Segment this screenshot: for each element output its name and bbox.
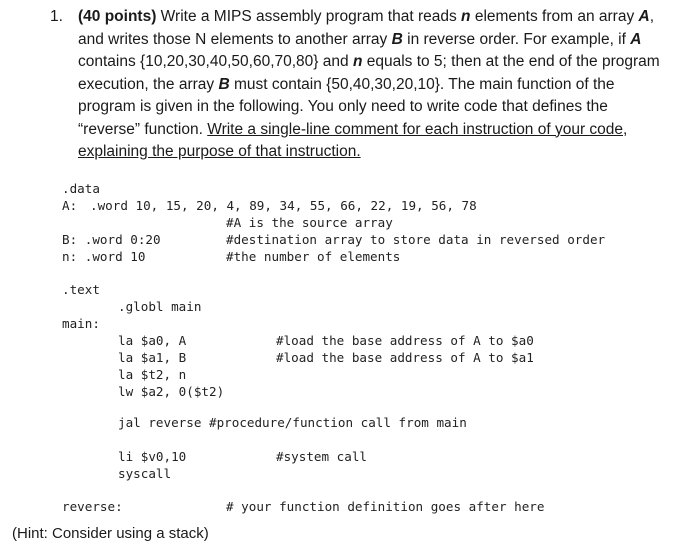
question-number: 1.	[50, 8, 63, 25]
code-jal-line: jal reverse #procedure/function call from main	[118, 415, 467, 430]
code-reverse-label: reverse:	[62, 499, 123, 514]
code-B-decl: B: .word 0:20	[62, 232, 161, 247]
underlined-instruction: Write a single-line comment for each instruction of your code,	[207, 120, 628, 138]
var-A: A	[638, 8, 650, 25]
code-instruction: la $t2, n	[118, 367, 187, 382]
question-line-3	[78, 51, 660, 74]
code-globl: .globl main	[118, 299, 202, 314]
question-line-7: explaining the purpose of that instruction.	[78, 143, 361, 160]
question-line-4	[78, 74, 615, 97]
question-fragment: execution, the array	[78, 75, 219, 93]
question-fragment: contains {10,20,30,40,50,60,70,80} and	[78, 53, 353, 70]
hint-text: (Hint: Consider using a stack)	[12, 525, 209, 542]
code-instruction: lw $a2, 0($t2)	[118, 384, 225, 399]
text-directive: .text	[62, 282, 100, 297]
data-directive: .data	[62, 181, 100, 196]
code-main-label: main:	[62, 316, 100, 331]
code-comment: #system call	[276, 449, 367, 464]
code-instruction: li $v0,10	[118, 449, 187, 464]
code-label-A: A:	[62, 198, 78, 213]
var-B: B	[218, 75, 230, 93]
code-comment: #A is the source array	[226, 215, 393, 230]
var-B: B	[391, 30, 403, 48]
code-instruction: syscall	[118, 466, 172, 481]
code-comment: #destination array to store data in reversed order	[226, 232, 606, 247]
code-comment: # your function definition goes after here	[226, 499, 545, 514]
var-A: A	[630, 30, 642, 48]
code-instruction: la $a0, A	[118, 333, 187, 348]
question-fragment: ,	[649, 8, 655, 25]
code-comment: #the number of elements	[226, 249, 401, 264]
question-fragment: in reverse order. For example, if	[402, 30, 631, 48]
code-A-word: .word 10, 15, 20, 4, 89, 34, 55, 66, 22, 19, 56, 78	[90, 198, 477, 213]
question-fragment: must contain {50,40,30,20,10}. The main function of the	[229, 75, 615, 93]
question-fragment: “reverse” function.	[78, 120, 208, 138]
question-line-5: program is given in the following. You only need to write code that defines the	[78, 98, 608, 115]
question-fragment: Write a MIPS assembly program that reads	[156, 8, 462, 25]
question-fragment: and writes those N elements to another array	[78, 30, 392, 48]
question-line-2	[78, 29, 641, 52]
code-comment: #load the base address of A to $a1	[276, 350, 534, 365]
code-comment: #load the base address of A to $a0	[276, 333, 534, 348]
question-line-6	[78, 119, 627, 142]
question-fragment: equals to 5; then at the end of the program	[362, 53, 660, 70]
question-fragment: elements from an array	[470, 8, 639, 25]
var-n: n	[461, 8, 471, 25]
var-n: n	[352, 53, 363, 70]
code-instruction: la $a1, B	[118, 350, 187, 365]
question-line-1	[78, 6, 654, 29]
code-n-decl: n: .word 10	[62, 249, 146, 264]
points: (40 points)	[78, 8, 157, 25]
